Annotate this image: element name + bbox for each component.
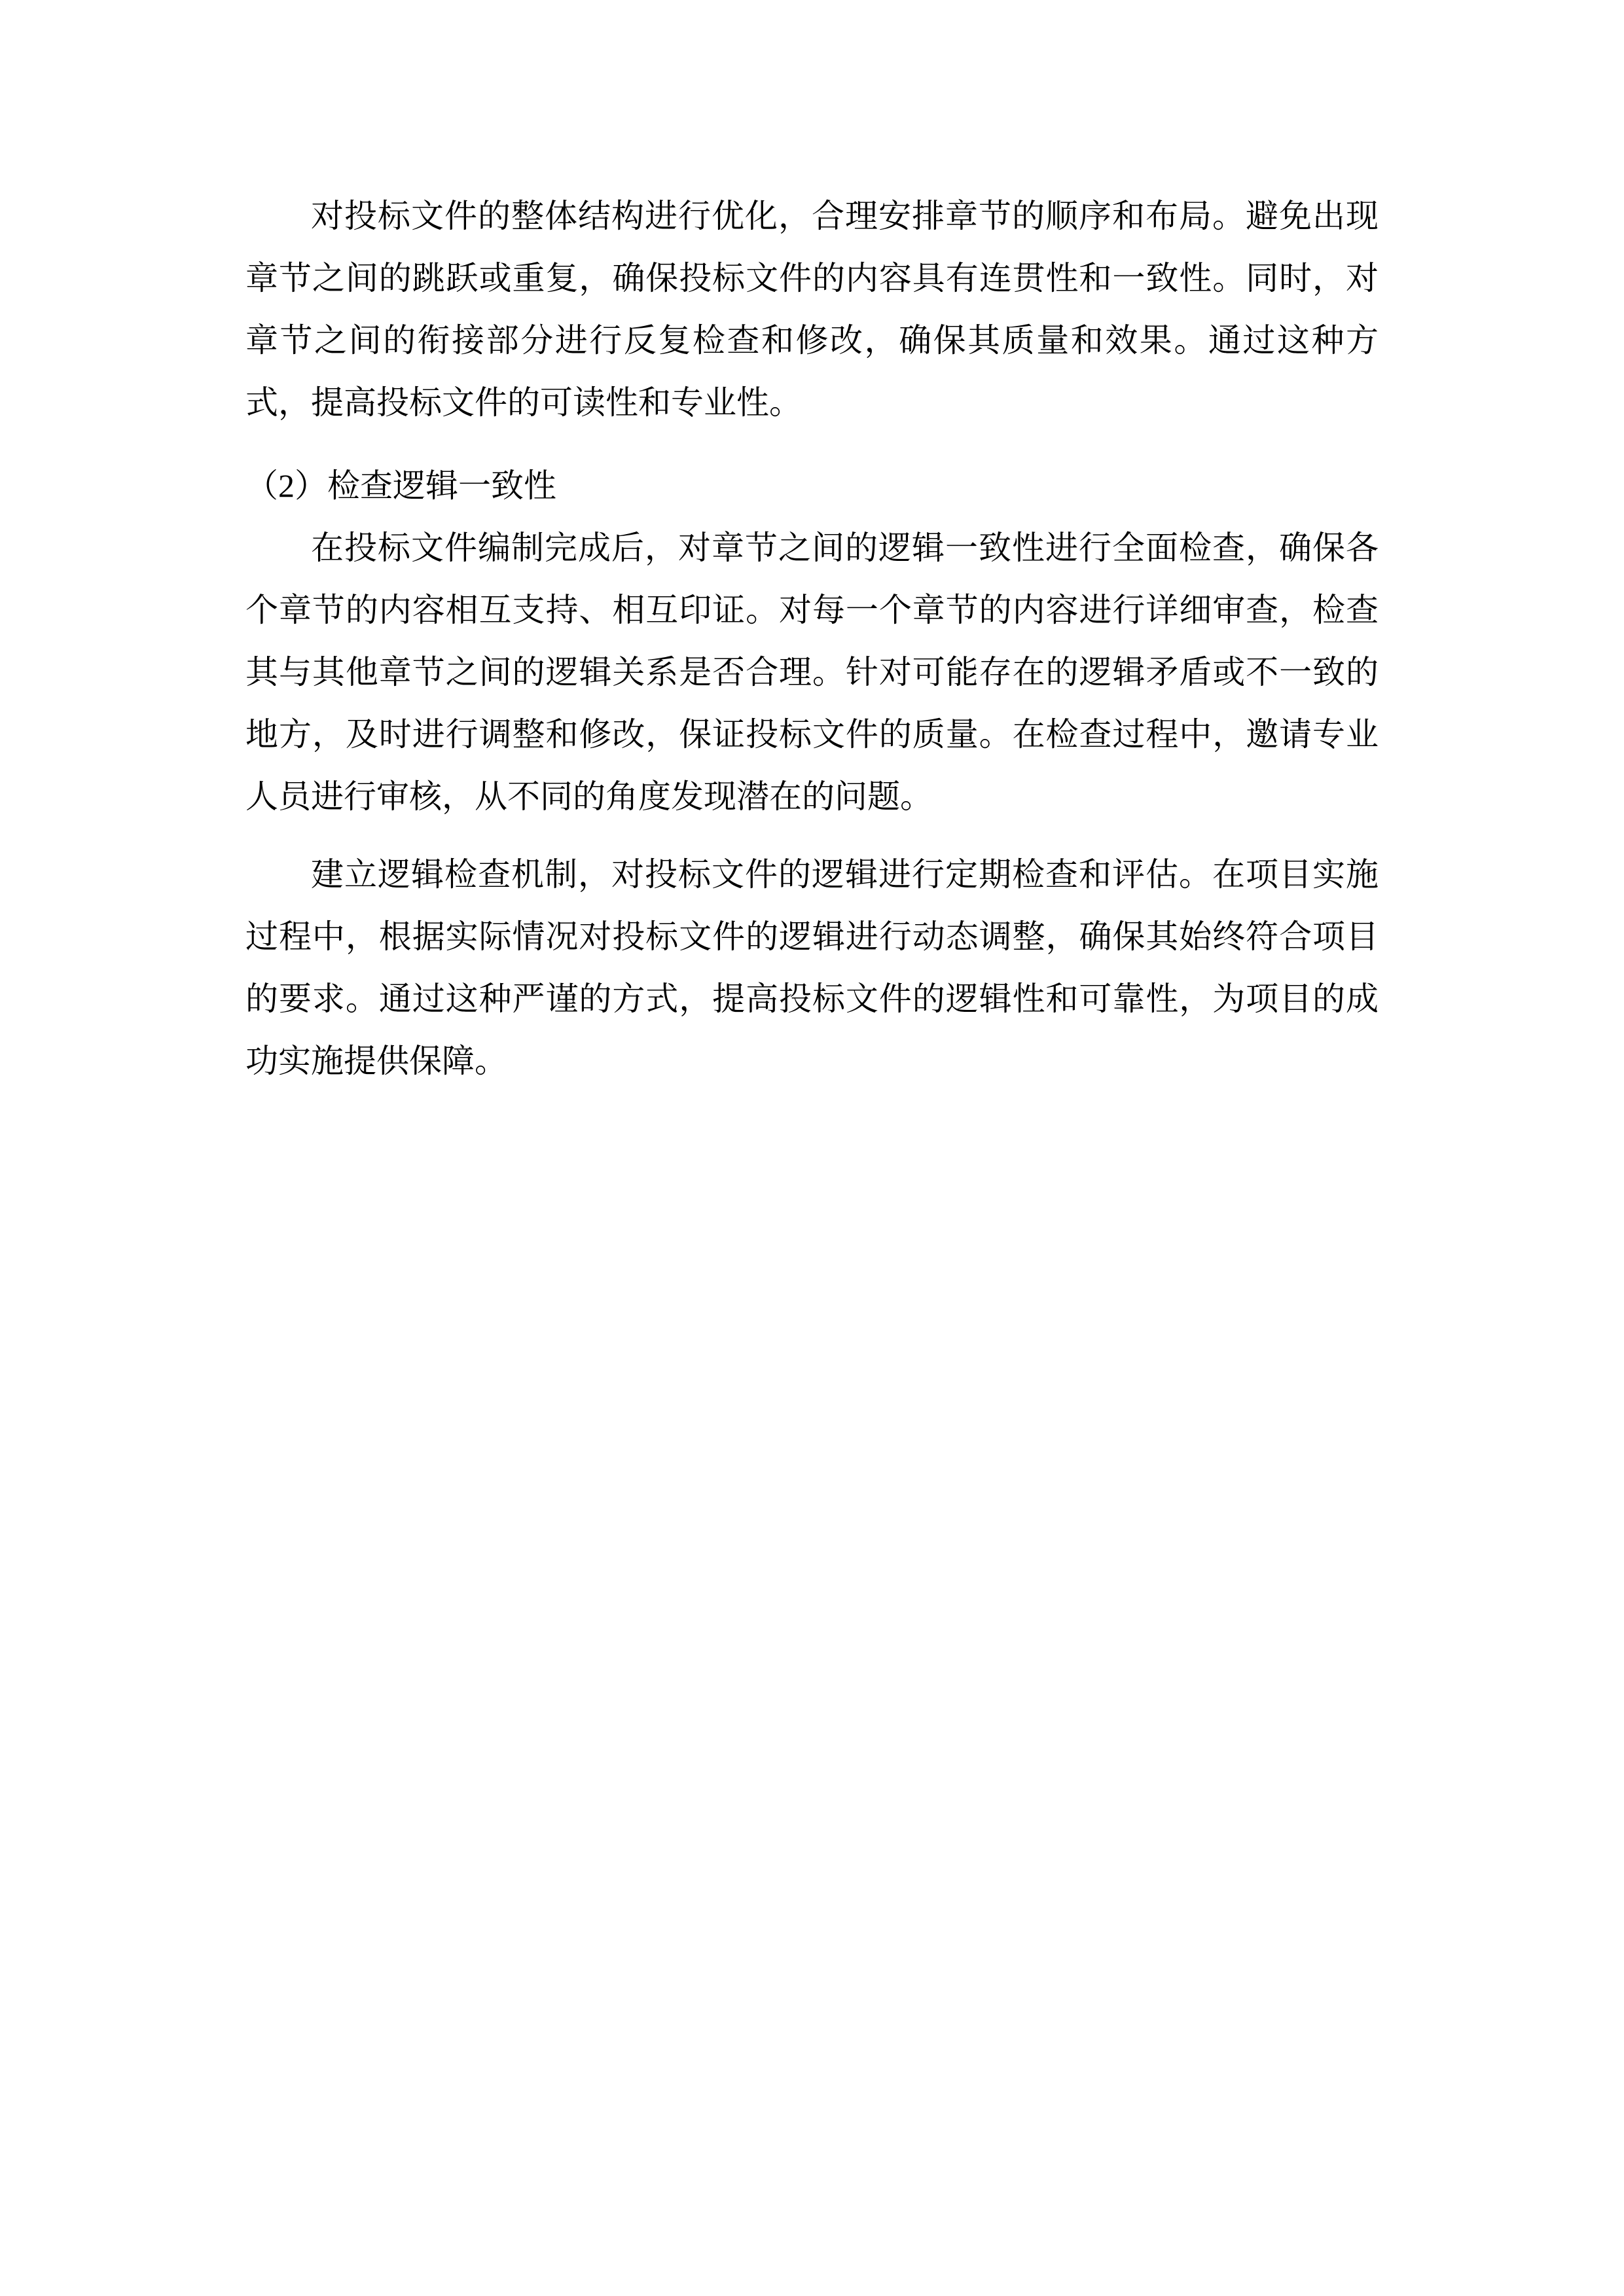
text-line: 章节之间的跳跃或重复，确保投标文件的内容具有连贯性和一致性。同时，对 — [245, 260, 1379, 296]
text-line: 式，提高投标文件的可读性和专业性。 — [245, 384, 802, 421]
text-line: 在投标文件编制完成后，对章节之间的逻辑一致性进行全面检查，确保各 — [311, 529, 1379, 566]
text-line: 个章节的内容相互支持、相互印证。对每一个章节的内容进行详细审查，检查 — [245, 592, 1379, 628]
paragraph-logic-check — [245, 517, 1379, 828]
text-line: 过程中，根据实际情况对投标文件的逻辑进行动态调整，确保其始终符合项目 — [245, 918, 1379, 955]
text-line: 人员进行审核，从不同的角度发现潜在的问题。 — [245, 778, 933, 815]
text-line: 的要求。通过这种严谨的方式，提高投标文件的逻辑性和可靠性，为项目的成 — [245, 980, 1379, 1017]
text-line: 对投标文件的整体结构进行优化，合理安排章节的顺序和布局。避免出现 — [311, 198, 1379, 234]
section-heading: （2）检查逻辑一致性 — [245, 467, 556, 504]
paragraph-structure-optimization — [245, 185, 1379, 434]
text-line: 建立逻辑检查机制，对投标文件的逻辑进行定期检查和评估。在项目实施 — [311, 856, 1379, 893]
text-line: 其与其他章节之间的逻辑关系是否合理。针对可能存在的逻辑矛盾或不一致的 — [245, 654, 1379, 691]
text-line: 章节之间的衔接部分进行反复检查和修改，确保其质量和效果。通过这种方 — [245, 322, 1379, 359]
text-line: 地方，及时进行调整和修改，保证投标文件的质量。在检查过程中，邀请专业 — [245, 716, 1379, 753]
text-line: 功实施提供保障。 — [245, 1043, 507, 1079]
paragraph-logic-mechanism — [245, 844, 1379, 1092]
document-body — [245, 185, 1379, 1092]
